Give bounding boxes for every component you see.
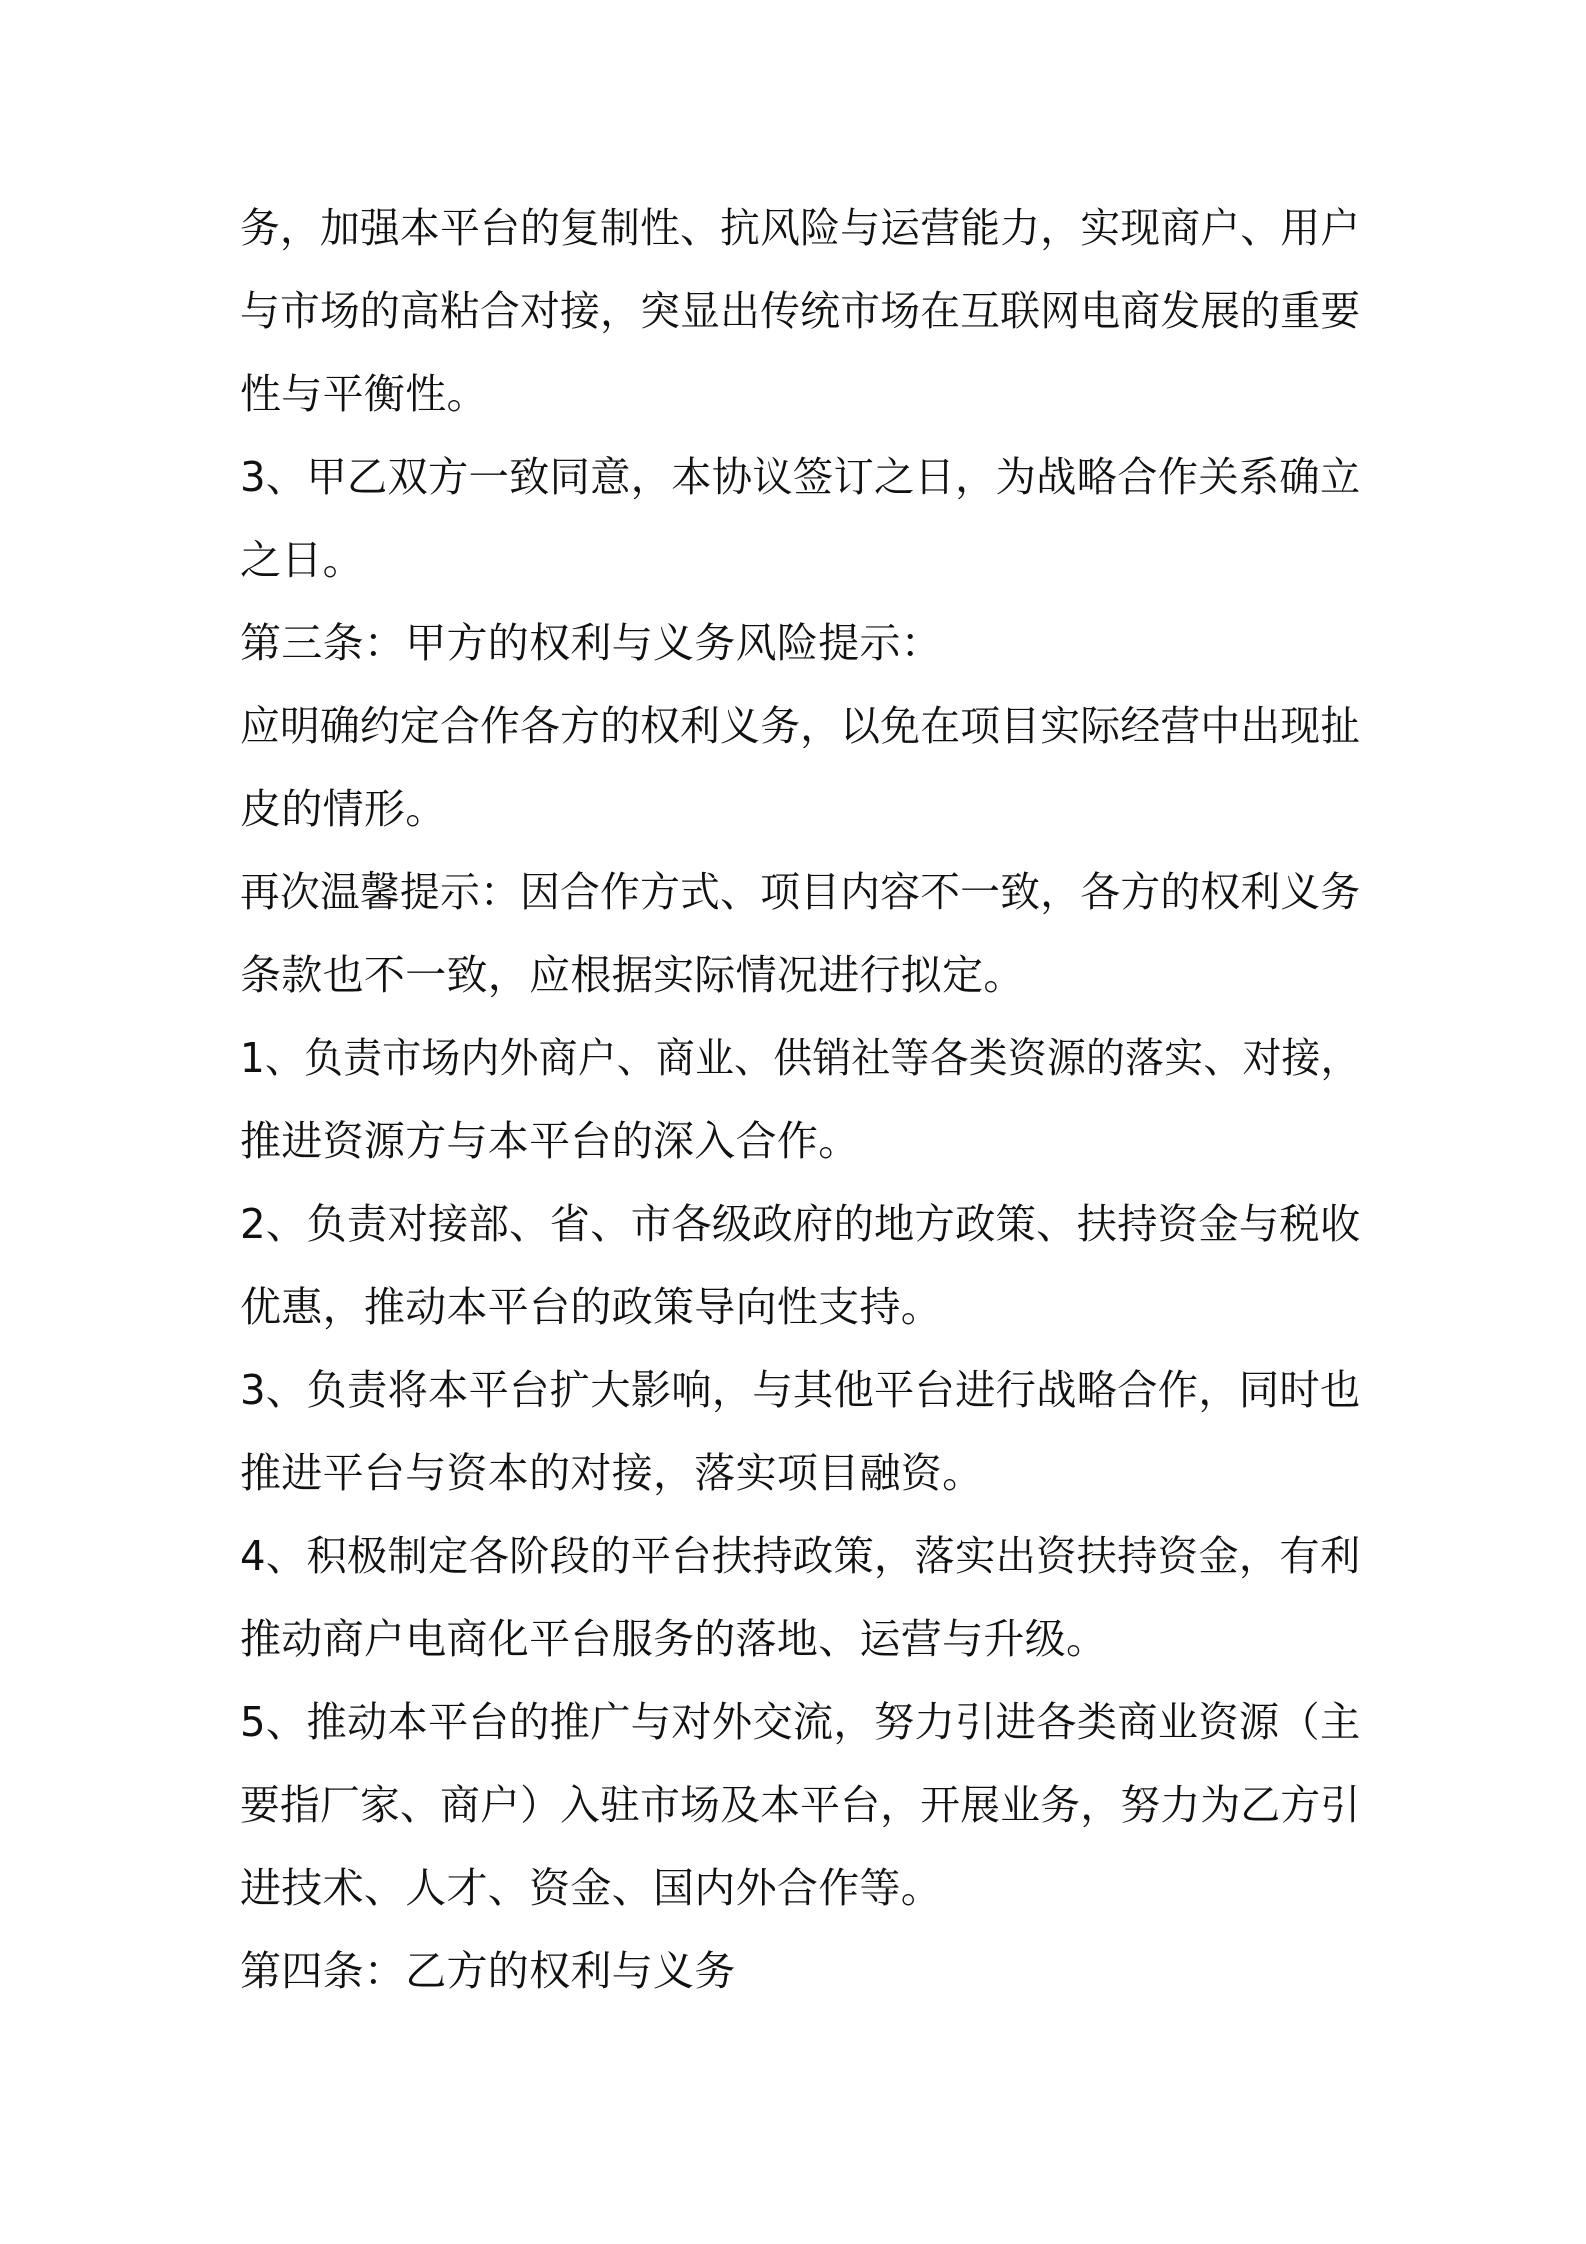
text-line-9: 再次温馨提示：因合作方式、项目内容不一致，各方的权利义务 bbox=[240, 868, 1361, 916]
text-line-7: 应明确约定合作各方的权利义务，以免在项目实际经营中出现扯 bbox=[240, 702, 1361, 750]
text-line-8: 皮的情形。 bbox=[240, 785, 447, 833]
text-line-1: 务，加强本平台的复制性、抗风险与运营能力，实现商户、用户 bbox=[240, 204, 1361, 252]
list-item-1: 1、负责市场内外商户、商业、供销社等各类资源的落实、对接， bbox=[240, 1034, 1360, 1082]
list-item-4: 4、积极制定各阶段的平台扶持政策，落实出资扶持资金，有利 bbox=[240, 1532, 1361, 1580]
text-line-16: 推进平台与资本的对接，落实项目融资。 bbox=[240, 1449, 984, 1497]
text-line-12: 推进资源方与本平台的深入合作。 bbox=[240, 1117, 860, 1165]
section-heading-article-4: 第四条：乙方的权利与义务 bbox=[240, 1947, 736, 1995]
list-item-5: 5、推动本平台的推广与对外交流，努力引进各类商业资源（主 bbox=[240, 1698, 1361, 1746]
list-item-3: 3、负责将本平台扩大影响，与其他平台进行战略合作，同时也 bbox=[240, 1366, 1361, 1414]
text-line-2: 与市场的高粘合对接，突显出传统市场在互联网电商发展的重要 bbox=[240, 287, 1361, 335]
list-item-2: 2、负责对接部、省、市各级政府的地方政策、扶持资金与税收 bbox=[240, 1200, 1361, 1248]
text-line-21: 进技术、人才、资金、国内外合作等。 bbox=[240, 1864, 943, 1912]
text-line-5: 之日。 bbox=[240, 536, 364, 584]
text-line-14: 优惠，推动本平台的政策导向性支持。 bbox=[240, 1283, 943, 1331]
text-line-18: 推动商户电商化平台服务的落地、运营与升级。 bbox=[240, 1615, 1108, 1663]
text-line-10: 条款也不一致，应根据实际情况进行拟定。 bbox=[240, 951, 1025, 999]
text-line-20: 要指厂家、商户）入驻市场及本平台，开展业务，努力为乙方引 bbox=[240, 1781, 1361, 1829]
section-heading-article-3: 第三条：甲方的权利与义务风险提示： bbox=[240, 619, 943, 667]
text-line-3: 性与平衡性。 bbox=[240, 370, 488, 418]
text-line-4: 3、甲乙双方一致同意，本协议签订之日，为战略合作关系确立 bbox=[240, 453, 1361, 501]
